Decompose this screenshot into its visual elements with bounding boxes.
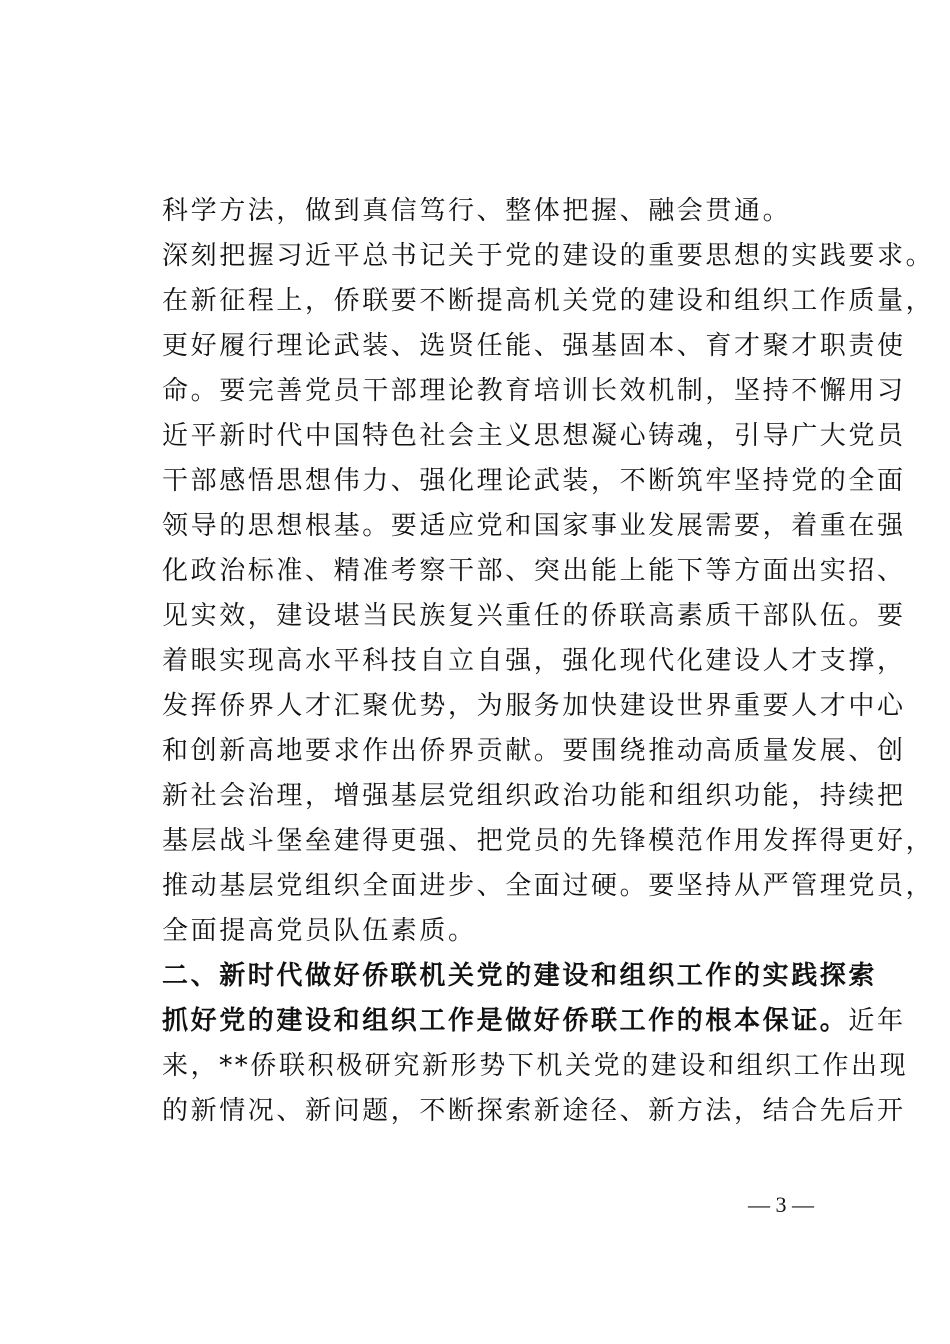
- body-line: 在新征程上，侨联要不断提高机关党的建设和组织工作质量，: [162, 286, 935, 316]
- lead-plain-text: 近年: [848, 1006, 906, 1036]
- body-line: 基层战斗堡垒建得更强、把党员的先锋模范作用发挥得更好，: [162, 826, 935, 856]
- body-line: 发挥侨界人才汇聚优势，为服务加快建设世界重要人才中心: [162, 691, 906, 721]
- body-line: 领导的思想根基。要适应党和国家事业发展需要，着重在强: [162, 511, 906, 541]
- body-line: 和创新高地要求作出侨界贡献。要围绕推动高质量发展、创: [162, 736, 906, 766]
- body-line: 更好履行理论武装、选贤任能、强基固本、育才聚才职责使: [162, 331, 906, 361]
- body-line: 深刻把握习近平总书记关于党的建设的重要思想的实践要求。: [162, 241, 935, 271]
- body-line: 着眼实现高水平科技自立自强，强化现代化建设人才支撑，: [162, 646, 906, 676]
- lead-bold-sentence: 抓好党的建设和组织工作是做好侨联工作的根本保证。: [162, 1006, 849, 1036]
- body-line: 科学方法，做到真信笃行、整体把握、融会贯通。: [162, 196, 792, 226]
- body-line: 见实效，建设堪当民族复兴重任的侨联高素质干部队伍。要: [162, 601, 906, 631]
- page-number: — 3 —: [748, 1192, 814, 1217]
- body-line: 命。要完善党员干部理论教育培训长效机制，坚持不懈用习: [162, 376, 906, 406]
- section-heading: 二、新时代做好侨联机关党的建设和组织工作的实践探索: [162, 961, 878, 991]
- body-line: 推动基层党组织全面进步、全面过硬。要坚持从严管理党员，: [162, 871, 935, 901]
- body-line: 干部感悟思想伟力、强化理论武装，不断筑牢坚持党的全面: [162, 466, 906, 496]
- body-line: 全面提高党员队伍素质。: [162, 916, 477, 946]
- lead-line: [162, 1001, 906, 1041]
- body-line: 近平新时代中国特色社会主义思想凝心铸魂，引导广大党员: [162, 421, 906, 451]
- body-line: 新社会治理，增强基层党组织政治功能和组织功能，持续把: [162, 781, 906, 811]
- body-line: 的新情况、新问题，不断探索新途径、新方法，结合先后开: [162, 1096, 906, 1126]
- body-line: 化政治标准、精准考察干部、突出能上能下等方面出实招、: [162, 556, 906, 586]
- body-line: 来，**侨联积极研究新形势下机关党的建设和组织工作出现: [162, 1051, 909, 1081]
